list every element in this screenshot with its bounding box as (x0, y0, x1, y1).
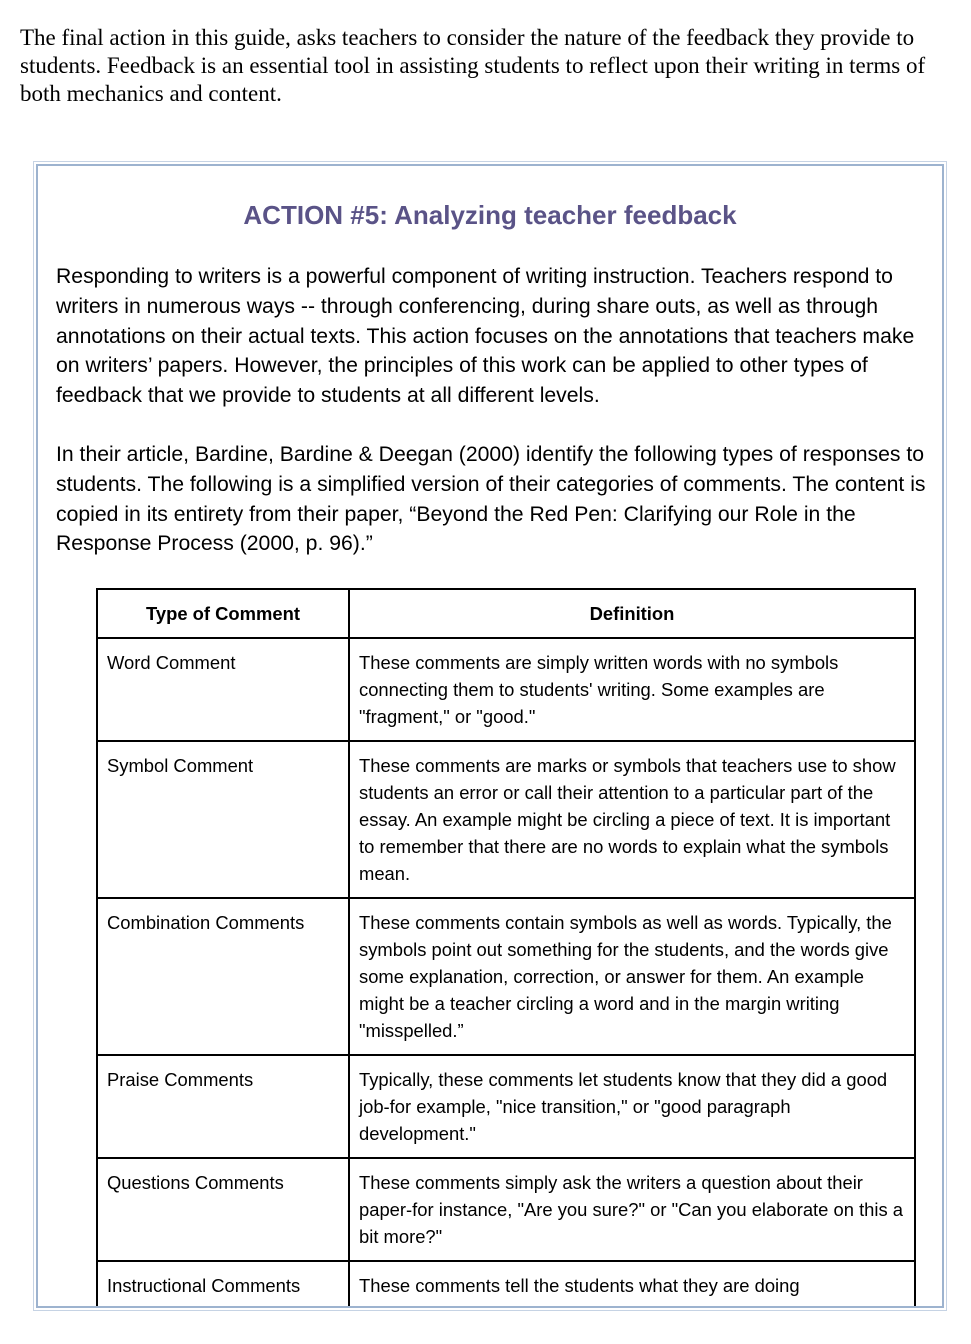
definition-cell: These comments tell the students what they are doing (349, 1261, 915, 1308)
table-header-row (97, 589, 915, 638)
table-row (97, 1261, 915, 1308)
action-paragraph-1: Responding to writers is a powerful component of writing instruction. Teachers respond to writers in numerous ways -- through conferencing, during share outs, as well as through annotations on their actual texts. This action focuses on the annotations that teachers make on writers’ papers. However, the principles of this work can be applied to other types of feedback that we provide to students at all different levels. (56, 265, 915, 408)
definition-cell: These comments are marks or symbols that teachers use to show students an error or call their attention to a particular part of the essay. An example might be circling a piece of text. It is important to remember that there are no words to explain what the symbols mean. (349, 741, 915, 898)
table-row (97, 741, 915, 898)
comment-type-cell: Combination Comments (97, 898, 349, 1055)
comment-type-cell: Questions Comments (97, 1158, 349, 1261)
comment-type-cell: Praise Comments (97, 1055, 349, 1158)
action-box (36, 164, 944, 1308)
action-paragraph-2: In their article, Bardine, Bardine & Deegan (2000) identify the following types of responses to students. The following is a simplified version of their categories of comments. The content is copied in its entirety from their paper, “Beyond the Red Pen: Clarifying our Role in the Response Process (2000, p. 96).” (56, 443, 926, 556)
header-definition: Definition (349, 589, 915, 638)
comment-type-cell: Symbol Comment (97, 741, 349, 898)
definition-cell: These comments contain symbols as well as words. Typically, the symbols point out something for the students, and the words give some explanation, correction, or answer for them. An example might be a teacher circling a word and in the margin writing "misspelled.” (349, 898, 915, 1055)
definition-cell: Typically, these comments let students know that they did a good job-for example, "nice transition," or "good paragraph development." (349, 1055, 915, 1158)
intro-paragraph: The final action in this guide, asks teachers to consider the nature of the feedback they provide to students. Feedback is an essential tool in assisting students to reflect upon their writing in terms of both mechanics and content. (20, 25, 926, 106)
table-row (97, 1055, 915, 1158)
table-row (97, 898, 915, 1055)
comment-types-table (96, 588, 916, 1308)
comment-type-cell: Instructional Comments (97, 1261, 349, 1308)
definition-cell: These comments simply ask the writers a question about their paper-for instance, "Are you sure?" or "Can you elaborate on this a bit more?" (349, 1158, 915, 1261)
definition-cell: These comments are simply written words with no symbols connecting them to students' writing. Some examples are "fragment," or "good." (349, 638, 915, 741)
header-type-of-comment: Type of Comment (97, 589, 349, 638)
comment-type-cell: Word Comment (97, 638, 349, 741)
action-title: ACTION #5: Analyzing teacher feedback (243, 200, 737, 230)
table-row (97, 1158, 915, 1261)
table-row (97, 638, 915, 741)
